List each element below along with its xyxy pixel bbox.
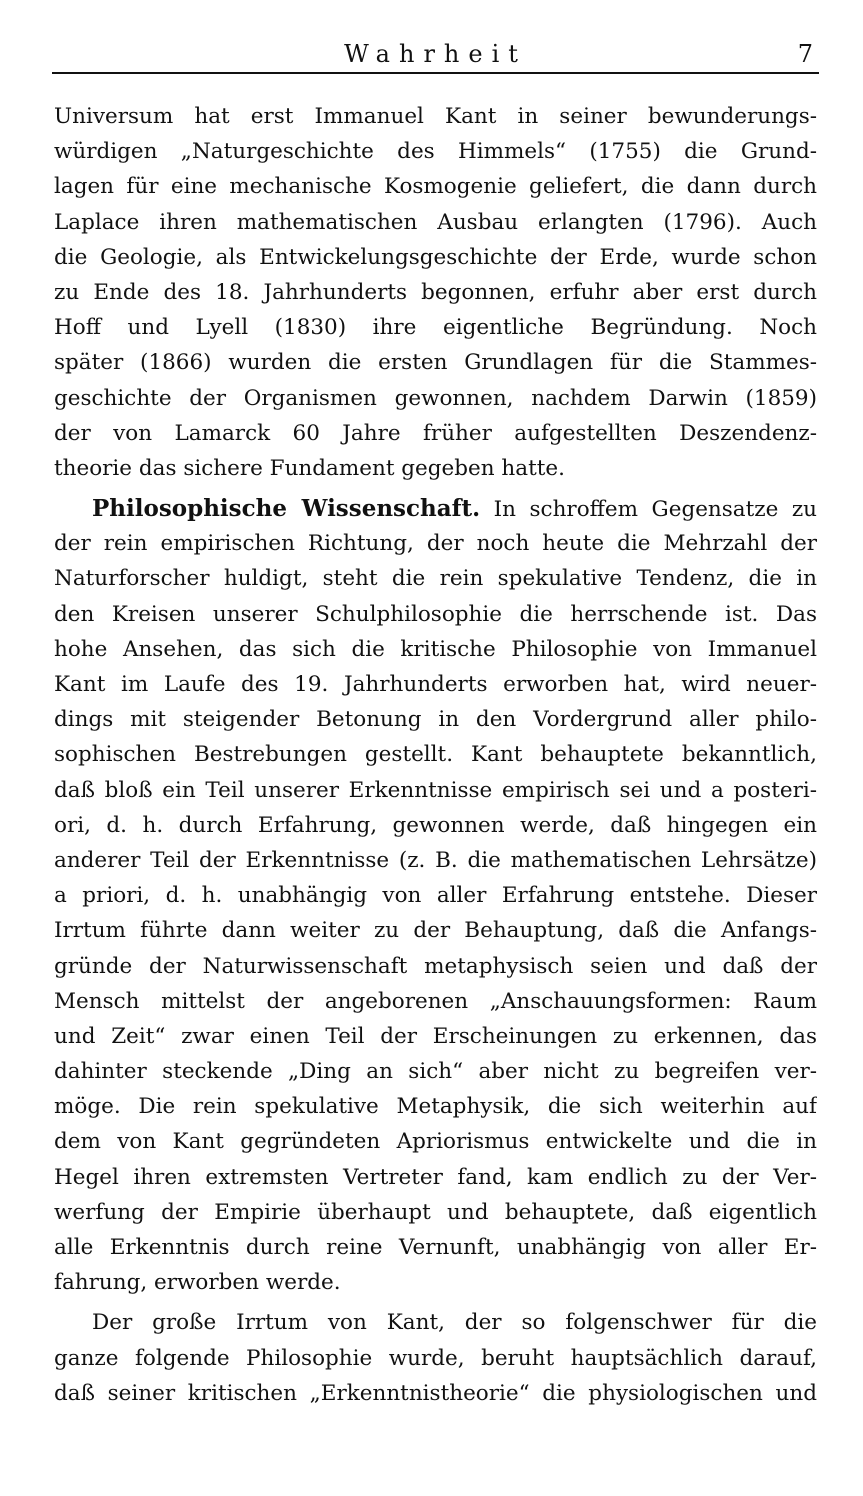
body-text	[54, 99, 817, 1411]
text-line: dahinter steckende „Ding an sich“ aber nicht zu begreifen ver-	[54, 1059, 817, 1085]
text-line: a priori, d. h. unabhängig von aller Erfahrung entstehe. Dieser	[54, 883, 817, 909]
text-line: Kant im Laufe des 19. Jahrhunderts erworben hat, wird neuer-	[54, 672, 817, 697]
text-line: theorie das sichere Fundament gegeben hatte.	[54, 455, 565, 481]
text-line: der von Lamarck 60 Jahre früher aufgestellten Deszendenz-	[54, 420, 817, 446]
text-line: zu Ende des 18. Jahrhunderts begonnen, erfuhr aber erst durch	[54, 279, 817, 305]
text-line: ori, d. h. durch Erfahrung, gewonnen werde, daß hingegen ein	[54, 812, 817, 838]
text-line: dem von Kant gegründeten Apriorismus entwickelte und die in	[54, 1129, 817, 1155]
text-line: hohe Ansehen, das sich die kritische Philosophie von Immanuel	[54, 636, 817, 662]
text-line: Hegel ihren extremsten Vertreter fand, kam endlich zu der Ver-	[54, 1164, 817, 1190]
running-head	[52, 36, 819, 74]
text-line: Der große Irrtum von Kant, der so folgenschwer für die	[92, 1310, 817, 1336]
text-line: Hoff und Lyell (1830) ihre eigentliche Begründung. Noch	[54, 315, 817, 341]
text-line: anderer Teil der Erkenntnisse (z. B. die mathematischen Lehrsätze)	[54, 847, 817, 873]
text-line: Universum hat erst Immanuel Kant in seiner bewunderungs-	[54, 104, 817, 129]
running-title: Wahrheit	[344, 40, 527, 68]
section-heading: Philosophische Wissenschaft.	[92, 495, 481, 523]
text-line: und Zeit“ zwar einen Teil der Erscheinungen zu erkennen, das	[54, 1023, 817, 1049]
text-line: Naturforscher huldigt, steht die rein spekulative Tendenz, die in	[54, 566, 817, 592]
text-line: ganze folgende Philosophie wurde, beruht hauptsächlich darauf,	[54, 1345, 817, 1371]
text-line: alle Erkenntnis durch reine Vernunft, unabhängig von aller Er-	[54, 1235, 817, 1260]
text-line: die Geologie, als Entwickelungsgeschichte der Erde, wurde schon	[54, 244, 817, 270]
paragraph-grosse-irrtum	[54, 1305, 817, 1411]
paragraph-philosophische-wissenschaft	[54, 491, 817, 1300]
text-line: Mensch mittelst der angeborenen „Anschauungsformen: Raum	[54, 988, 817, 1014]
text-line: der rein empirischen Richtung, der noch heute die Mehrzahl der	[54, 531, 817, 557]
text-line: würdigen „Naturgeschichte des Himmels“ (1755) die Grund-	[54, 139, 817, 165]
paragraph-universum	[54, 99, 817, 486]
text-line: gründe der Naturwissenschaft metaphysisch seien und daß der	[54, 953, 817, 979]
text-line: dings mit steigender Betonung in den Vordergrund aller philo-	[54, 707, 817, 733]
text-line: werfung der Empirie überhaupt und behauptete, daß eigentlich	[54, 1199, 817, 1225]
text-line: geschichte der Organismen gewonnen, nachdem Darwin (1859)	[54, 385, 817, 411]
text-line: Irrtum führte dann weiter zu der Behauptung, daß die Anfangs-	[54, 918, 817, 944]
text-line: später (1866) wurden die ersten Grundlagen für die Stammes-	[54, 350, 817, 376]
text-line: den Kreisen unserer Schulphilosophie die herrschende ist. Das	[54, 601, 817, 627]
text-line: lagen für eine mechanische Kosmogenie geliefert, die dann durch	[54, 174, 817, 200]
text-line: daß bloß ein Teil unserer Erkenntnisse empirisch sei und a posteri-	[54, 777, 817, 803]
text-line: daß seiner kritischen „Erkenntnistheorie“ die physiologischen und	[54, 1380, 817, 1406]
text-line: Laplace ihren mathematischen Ausbau erlangten (1796). Auch	[54, 209, 817, 235]
heading-line-rest: In schroffem Gegensatze zu	[493, 497, 817, 523]
text-line: möge. Die rein spekulative Metaphysik, die sich weiterhin auf	[54, 1094, 817, 1120]
text-line: sophischen Bestrebungen gestellt. Kant behauptete bekanntlich,	[54, 742, 817, 768]
text-line: fahrung, erworben werde.	[54, 1270, 341, 1296]
page-number: 7	[797, 40, 813, 68]
text-line-with-heading	[54, 491, 817, 526]
